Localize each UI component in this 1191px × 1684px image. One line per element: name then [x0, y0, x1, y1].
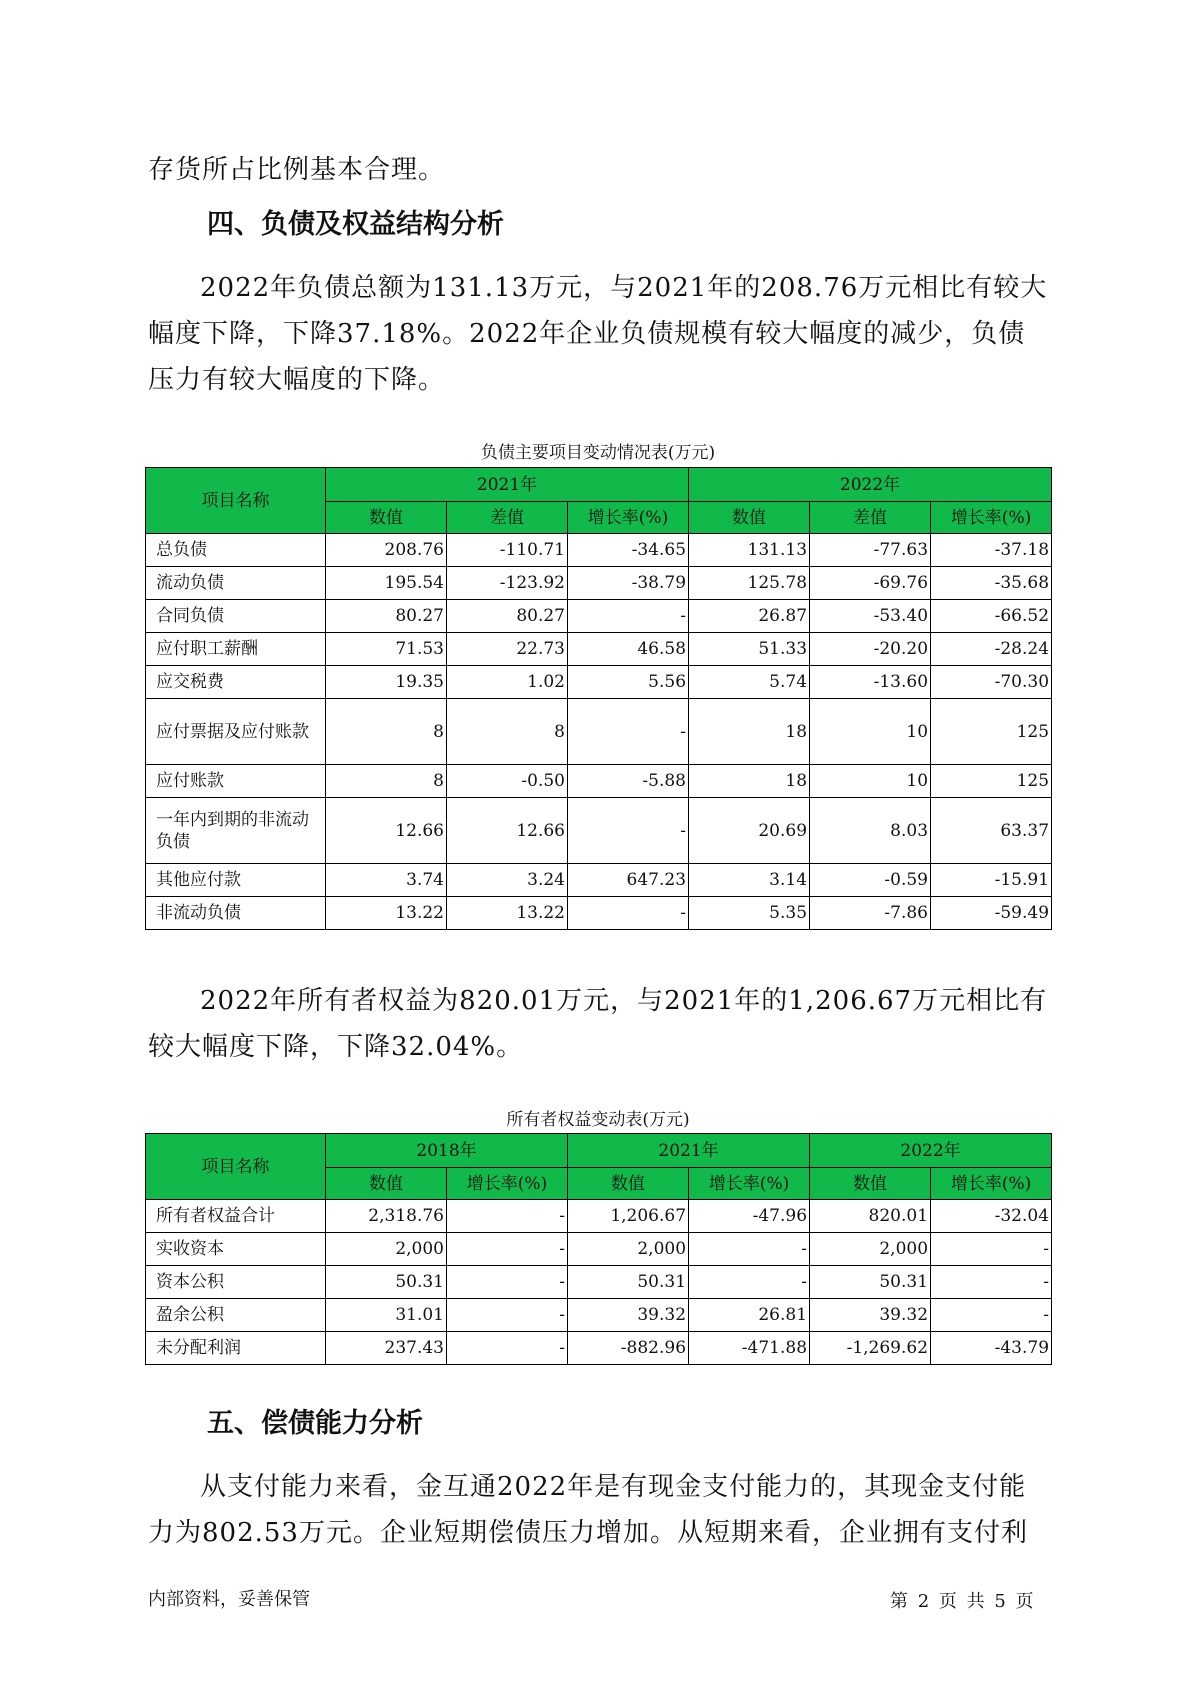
table-row	[146, 1233, 1052, 1266]
table-cell: 131.13	[689, 534, 810, 567]
table-row	[146, 534, 1052, 567]
equity-sub-header: 数值	[326, 1168, 447, 1200]
table-cell: -123.92	[447, 567, 568, 600]
table-row	[146, 864, 1052, 897]
table-cell: 22.73	[447, 633, 568, 666]
table-cell: 51.33	[689, 633, 810, 666]
table-cell: 2,000	[326, 1233, 447, 1266]
table-cell: -	[447, 1332, 568, 1365]
table-cell: 820.01	[810, 1200, 931, 1233]
table-cell: 12.66	[326, 798, 447, 864]
table-cell: -	[568, 600, 689, 633]
liab-sub-header: 数值	[326, 502, 447, 534]
liab-sub-header: 差值	[447, 502, 568, 534]
table-cell: 5.56	[568, 666, 689, 699]
table-cell: -	[447, 1266, 568, 1299]
liab-year-header: 2021年	[326, 468, 689, 502]
liab-sub-header: 增长率(%)	[568, 502, 689, 534]
row-label: 合同负债	[146, 600, 326, 633]
table-cell: -66.52	[931, 600, 1052, 633]
table-cell: 8	[326, 699, 447, 765]
table-cell: 647.23	[568, 864, 689, 897]
table-cell: 3.24	[447, 864, 568, 897]
intro-tail-paragraph: 存货所占比例基本合理。	[148, 155, 446, 185]
table-cell: -15.91	[931, 864, 1052, 897]
liabilities-table-body	[146, 534, 1052, 930]
table-cell: -	[689, 1233, 810, 1266]
table-cell: 18	[689, 699, 810, 765]
row-label: 其他应付款	[146, 864, 326, 897]
table-cell: 3.14	[689, 864, 810, 897]
section4-paragraph-2: 2022年所有者权益为820.01万元，与2021年的1,206.67万元相比有较大幅度下降，下降32.04%。	[148, 986, 1048, 1062]
table-cell: 13.22	[326, 897, 447, 930]
equity-table	[145, 1133, 1052, 1365]
table-cell: -38.79	[568, 567, 689, 600]
table-cell: 50.31	[568, 1266, 689, 1299]
table-cell: -882.96	[568, 1332, 689, 1365]
table-cell: -32.04	[931, 1200, 1052, 1233]
section5-heading: 五、偿债能力分析	[207, 1408, 423, 1439]
equity-table-caption: 所有者权益变动表(万元)	[506, 1110, 690, 1130]
table-cell: 2,000	[810, 1233, 931, 1266]
table-cell: -	[689, 1266, 810, 1299]
table-cell: -5.88	[568, 765, 689, 798]
row-label: 总负债	[146, 534, 326, 567]
table-cell: 50.31	[326, 1266, 447, 1299]
table-cell: -43.79	[931, 1332, 1052, 1365]
row-label: 实收资本	[146, 1233, 326, 1266]
equity-name-header: 项目名称	[146, 1134, 326, 1200]
table-cell: -	[447, 1233, 568, 1266]
table-cell: -59.49	[931, 897, 1052, 930]
section4-heading: 四、负债及权益结构分析	[207, 209, 504, 240]
confidential-note: 内部资料，妥善保管	[148, 1589, 310, 1610]
table-cell: -	[447, 1200, 568, 1233]
table-cell: 237.43	[326, 1332, 447, 1365]
table-cell: 125	[931, 699, 1052, 765]
table-cell: 31.01	[326, 1299, 447, 1332]
table-cell: 80.27	[326, 600, 447, 633]
table-cell: 26.87	[689, 600, 810, 633]
equity-year-header: 2018年	[326, 1134, 568, 1168]
equity-sub-header: 增长率(%)	[689, 1168, 810, 1200]
table-cell: -53.40	[810, 600, 931, 633]
table-cell: -35.68	[931, 567, 1052, 600]
table-cell: -28.24	[931, 633, 1052, 666]
row-label: 应付票据及应付账款	[146, 699, 326, 765]
equity-year-header: 2022年	[810, 1134, 1052, 1168]
table-cell: 63.37	[931, 798, 1052, 864]
table-cell: 5.74	[689, 666, 810, 699]
table-cell: 46.58	[568, 633, 689, 666]
table-cell: 26.81	[689, 1299, 810, 1332]
table-cell: -471.88	[689, 1332, 810, 1365]
table-cell: -37.18	[931, 534, 1052, 567]
row-label: 流动负债	[146, 567, 326, 600]
table-cell: 1.02	[447, 666, 568, 699]
liab-sub-header: 数值	[689, 502, 810, 534]
table-cell: 5.35	[689, 897, 810, 930]
table-row	[146, 633, 1052, 666]
page-number: 第 2 页 共 5 页	[890, 1591, 1034, 1612]
table-row	[146, 798, 1052, 864]
table-cell: -7.86	[810, 897, 931, 930]
table-row	[146, 699, 1052, 765]
table-cell: -34.65	[568, 534, 689, 567]
table-cell: -	[931, 1233, 1052, 1266]
table-row	[146, 567, 1052, 600]
table-cell: 80.27	[447, 600, 568, 633]
row-label: 未分配利润	[146, 1332, 326, 1365]
table-cell: 8	[447, 699, 568, 765]
table-cell: -1,269.62	[810, 1332, 931, 1365]
table-cell: 195.54	[326, 567, 447, 600]
table-cell: 20.69	[689, 798, 810, 864]
table-cell: 39.32	[568, 1299, 689, 1332]
table-cell: 50.31	[810, 1266, 931, 1299]
table-row	[146, 1299, 1052, 1332]
equity-table-body	[146, 1200, 1052, 1365]
row-label: 所有者权益合计	[146, 1200, 326, 1233]
table-cell: 12.66	[447, 798, 568, 864]
table-row	[146, 666, 1052, 699]
table-cell: -47.96	[689, 1200, 810, 1233]
liab-sub-header: 增长率(%)	[931, 502, 1052, 534]
row-label: 非流动负债	[146, 897, 326, 930]
equity-sub-header: 增长率(%)	[447, 1168, 568, 1200]
table-cell: 10	[810, 765, 931, 798]
equity-sub-header: 增长率(%)	[931, 1168, 1052, 1200]
table-cell: 1,206.67	[568, 1200, 689, 1233]
liabilities-table-caption: 负债主要项目变动情况表(万元)	[480, 443, 716, 463]
section4-paragraph-1: 2022年负债总额为131.13万元，与2021年的208.76万元相比有较大幅度下降，下降37.18%。2022年企业负债规模有较大幅度的减少，负债压力有较大幅度的下降。	[148, 273, 1048, 395]
liab-sub-header: 差值	[810, 502, 931, 534]
equity-sub-header: 数值	[810, 1168, 931, 1200]
table-cell: -	[447, 1299, 568, 1332]
liab-name-header: 项目名称	[146, 468, 326, 534]
table-row	[146, 1332, 1052, 1365]
table-cell: -0.50	[447, 765, 568, 798]
table-cell: 39.32	[810, 1299, 931, 1332]
equity-year-header: 2021年	[568, 1134, 810, 1168]
table-cell: 3.74	[326, 864, 447, 897]
equity-sub-header: 数值	[568, 1168, 689, 1200]
table-cell: 2,000	[568, 1233, 689, 1266]
table-cell: 71.53	[326, 633, 447, 666]
section5-paragraph-1: 从支付能力来看，金互通2022年是有现金支付能力的，其现金支付能力为802.53万元。企业短期偿债压力增加。从短期来看，企业拥有支付利	[148, 1472, 1028, 1548]
table-cell: -77.63	[810, 534, 931, 567]
row-label: 应交税费	[146, 666, 326, 699]
table-cell: -20.20	[810, 633, 931, 666]
table-cell: -13.60	[810, 666, 931, 699]
table-cell: 208.76	[326, 534, 447, 567]
table-cell: 19.35	[326, 666, 447, 699]
row-label: 一年内到期的非流动负债	[146, 798, 326, 864]
table-row	[146, 1266, 1052, 1299]
table-cell: -	[568, 897, 689, 930]
table-cell: -0.59	[810, 864, 931, 897]
table-cell: 125.78	[689, 567, 810, 600]
table-cell: 8.03	[810, 798, 931, 864]
row-label: 资本公积	[146, 1266, 326, 1299]
table-row	[146, 600, 1052, 633]
table-cell: 125	[931, 765, 1052, 798]
table-cell: 2,318.76	[326, 1200, 447, 1233]
table-cell: -	[568, 798, 689, 864]
table-cell: 8	[326, 765, 447, 798]
table-cell: 10	[810, 699, 931, 765]
table-cell: -69.76	[810, 567, 931, 600]
table-cell: -110.71	[447, 534, 568, 567]
liab-year-header: 2022年	[689, 468, 1052, 502]
row-label: 盈余公积	[146, 1299, 326, 1332]
table-row	[146, 765, 1052, 798]
table-row	[146, 1200, 1052, 1233]
table-cell: -70.30	[931, 666, 1052, 699]
table-cell: -	[931, 1266, 1052, 1299]
table-cell: -	[568, 699, 689, 765]
liabilities-table	[145, 467, 1052, 930]
table-cell: -	[931, 1299, 1052, 1332]
row-label: 应付账款	[146, 765, 326, 798]
table-cell: 18	[689, 765, 810, 798]
row-label: 应付职工薪酬	[146, 633, 326, 666]
table-cell: 13.22	[447, 897, 568, 930]
table-row	[146, 897, 1052, 930]
